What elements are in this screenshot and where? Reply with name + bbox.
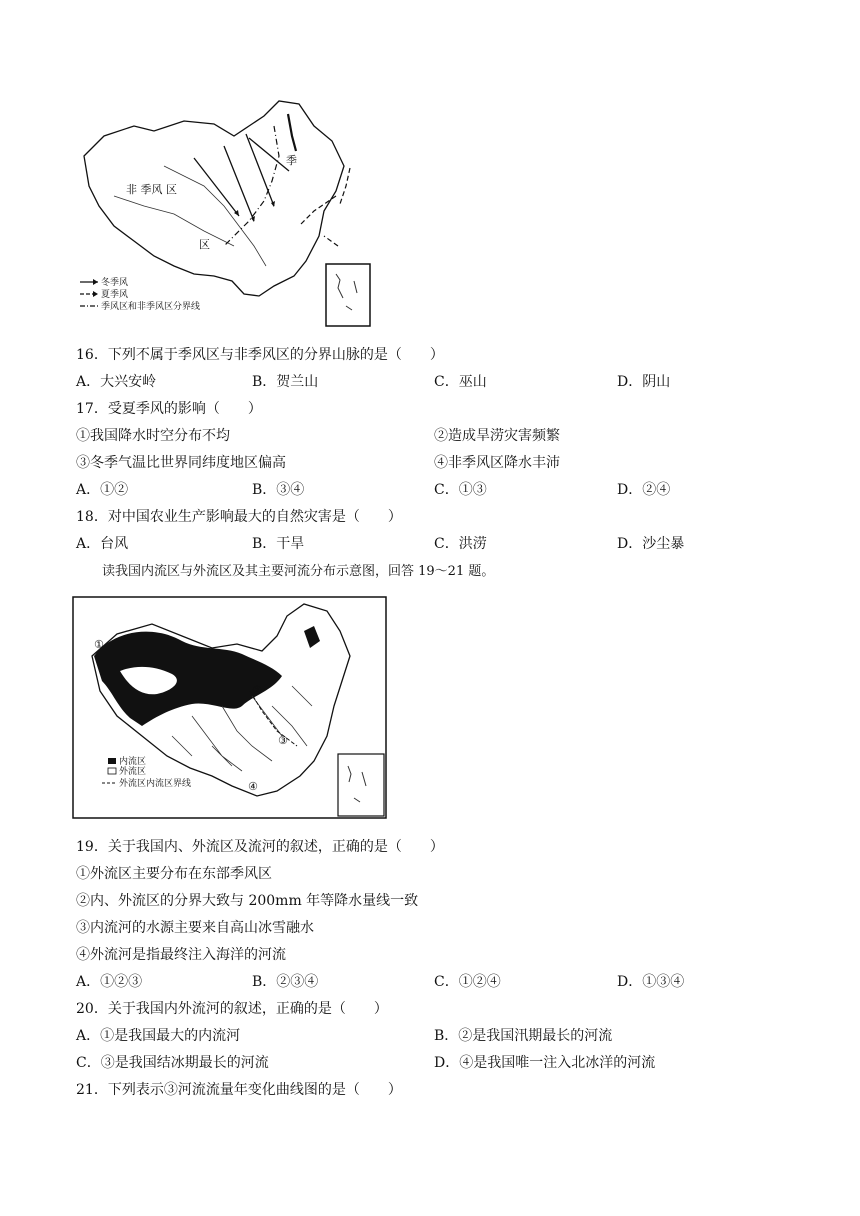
q17-statement-1: ①我国降水时空分布不均 (76, 428, 230, 444)
legend-boundary: 季风区和非季风区分界线 (101, 302, 201, 312)
q17-option-b[interactable]: B．③④ (252, 482, 305, 498)
q16-option-b[interactable]: B．贺兰山 (252, 374, 319, 390)
q20-option-b[interactable]: B．②是我国汛期最长的河流 (434, 1028, 613, 1044)
section-intro: 读我国内流区与外流区及其主要河流分布示意图，回答 19～21 题。 (102, 564, 495, 579)
q19-statement-2: ②内、外流区的分界大致与 200mm 年等降水量线一致 (76, 893, 419, 909)
marker-1: ① (94, 638, 104, 651)
q16-option-a[interactable]: A．大兴安岭 (76, 374, 157, 390)
legend-drainage-boundary: 外流区内流区界线 (119, 779, 192, 789)
q18-option-b[interactable]: B．干旱 (252, 536, 305, 552)
q19-stem: 19．关于我国内、外流区及流河的叙述，正确的是（ ） (76, 839, 444, 855)
q19-option-c[interactable]: C．①②④ (434, 974, 501, 990)
q17-option-a[interactable]: A．①② (76, 482, 129, 498)
q19-option-b[interactable]: B．②③④ (252, 974, 319, 990)
q16-option-d[interactable]: D．阴山 (617, 374, 671, 390)
drainage-map (72, 596, 388, 820)
q20-option-a[interactable]: A．①是我国最大的内流河 (76, 1028, 241, 1044)
q17-statement-3: ③冬季气温比世界同纬度地区偏高 (76, 455, 286, 471)
marker-4: ④ (248, 780, 258, 793)
nonmonsoon-label: 非 季风 区 (126, 183, 177, 196)
q20-stem: 20．关于我国内外流河的叙述，正确的是（ ） (76, 1001, 388, 1017)
q21-stem: 21．下列表示③河流流量年变化曲线图的是（ ） (76, 1082, 402, 1098)
monsoon-map (74, 96, 374, 328)
q19-option-a[interactable]: A．①②③ (76, 974, 143, 990)
q17-statement-2: ②造成旱涝灾害频繁 (434, 428, 560, 444)
q17-statement-4: ④非季风区降水丰沛 (434, 455, 560, 471)
legend-summer-monsoon: 夏季风 (101, 290, 129, 300)
q19-option-d[interactable]: D．①③④ (617, 974, 685, 990)
q19-statement-3: ③内流河的水源主要来自高山冰雪融水 (76, 920, 314, 936)
q18-stem: 18．对中国农业生产影响最大的自然灾害是（ ） (76, 509, 402, 525)
q19-statement-1: ①外流区主要分布在东部季风区 (76, 866, 272, 882)
marker-3: ③ (278, 734, 288, 747)
q16-option-c[interactable]: C．巫山 (434, 374, 487, 390)
q16-stem: 16．下列不属于季风区与非季风区的分界山脉的是（ ） (76, 347, 444, 363)
legend-inland: 内流区 (119, 757, 147, 767)
region-label: 区 (199, 238, 210, 251)
q19-statement-4: ④外流河是指最终注入海洋的河流 (76, 947, 286, 963)
q18-option-a[interactable]: A．台风 (76, 536, 129, 552)
legend-outflow: 外流区 (119, 767, 147, 777)
legend-winter-monsoon: 冬季风 (101, 278, 129, 288)
q20-option-c[interactable]: C．③是我国结冰期最长的河流 (76, 1055, 269, 1071)
q18-option-c[interactable]: C．洪涝 (434, 536, 487, 552)
q17-option-c[interactable]: C．①③ (434, 482, 487, 498)
q20-option-d[interactable]: D．④是我国唯一注入北冰洋的河流 (434, 1055, 656, 1071)
marker-2: ② (252, 684, 262, 697)
q18-option-d[interactable]: D．沙尘暴 (617, 536, 685, 552)
monsoon-label: 季 (286, 154, 297, 167)
q17-option-d[interactable]: D．②④ (617, 482, 671, 498)
q17-stem: 17．受夏季风的影响（ ） (76, 401, 262, 417)
